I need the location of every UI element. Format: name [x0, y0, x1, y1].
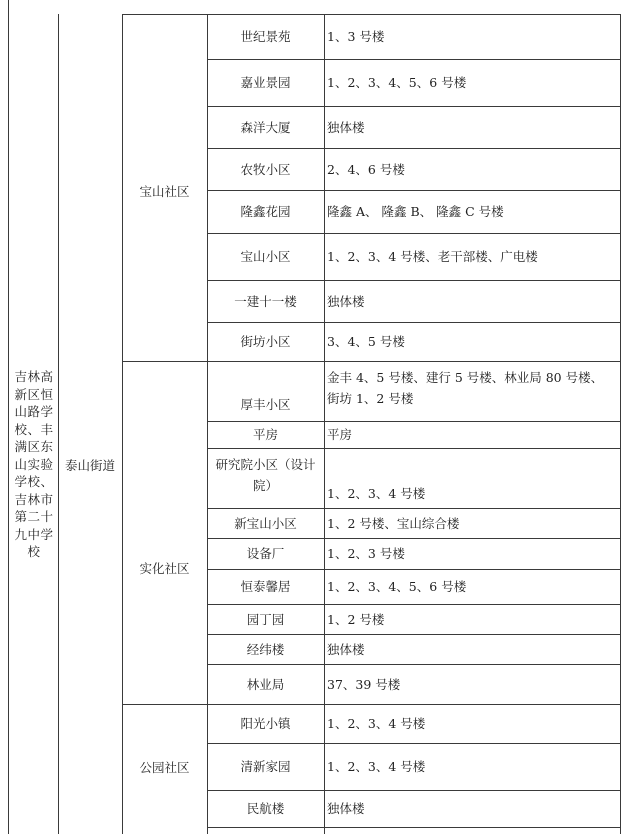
- estate-name: 嘉业景园: [240, 75, 291, 90]
- building-list-line: 金丰 4、5 号楼、建行 5 号楼、林业局 80 号楼、: [327, 370, 604, 385]
- school-name: 吉林高新区恒山路学校、丰满区东山实验学校、吉林市第二十九中学校: [14, 369, 54, 559]
- building-list: 独体楼: [327, 119, 365, 135]
- estate-name: 世纪景苑: [240, 29, 291, 44]
- building-list: 3、4、5 号楼: [327, 334, 405, 349]
- building-list: 平房: [327, 427, 353, 442]
- estate-name: 一建十一楼: [234, 293, 297, 309]
- building-list: 独体楼: [327, 293, 365, 309]
- grid-line: [207, 827, 621, 828]
- estate-name: 民航楼: [246, 801, 285, 816]
- building-list: 2、4、6 号楼: [327, 161, 405, 177]
- estate-name: [207, 448, 324, 508]
- community-name: 公园社区: [139, 759, 190, 775]
- estate-name: 清新家园: [240, 759, 291, 774]
- building-list: 1、2、3、4 号楼、老干部楼、广电楼: [327, 249, 538, 264]
- community-name: 实化社区: [139, 560, 190, 576]
- estate-name: 新宝山小区: [234, 515, 297, 531]
- building-list: 1、3 号楼: [327, 29, 385, 44]
- estate-name: 恒泰馨居: [240, 579, 291, 594]
- estate-name: 林业局: [246, 676, 285, 692]
- building-list: 1、2、3、4 号楼: [327, 485, 426, 501]
- estate-name-line: 研究院小区（设计: [215, 457, 316, 472]
- building-list: 1、2、3、4 号楼: [327, 716, 426, 731]
- estate-name: 宝山小区: [240, 249, 291, 264]
- grid-line: [8, 0, 9, 834]
- building-list: 独体楼: [327, 801, 365, 816]
- building-list: 37、39 号楼: [327, 676, 401, 692]
- grid-line: [620, 14, 621, 834]
- building-list-line: 街坊 1、2 号楼: [327, 391, 414, 406]
- estate-name-line: 院）: [252, 478, 278, 493]
- estate-name: 园丁园: [246, 611, 285, 627]
- building-list: 独体楼: [327, 641, 365, 657]
- estate-name: 街坊小区: [240, 334, 291, 349]
- estate-name: 森洋大厦: [240, 119, 291, 135]
- building-list: [324, 361, 620, 421]
- estate-name: 隆鑫花园: [240, 204, 291, 219]
- building-list: 1、2、3、4 号楼: [327, 759, 426, 774]
- estate-name: 阳光小镇: [240, 716, 291, 731]
- estate-name: 平房: [252, 427, 278, 442]
- estate-name: 厚丰小区: [240, 396, 291, 412]
- building-list: 1、2、3、4、5、6 号楼: [327, 579, 467, 594]
- grid-line: [58, 14, 59, 834]
- building-list: 1、2、3、4、5、6 号楼: [327, 75, 467, 90]
- estate-name: 设备厂: [246, 546, 285, 561]
- community-name: 宝山社区: [139, 183, 190, 199]
- estate-name: 经纬楼: [246, 641, 285, 657]
- street-name: 泰山街道: [64, 457, 115, 473]
- building-list: 1、2、3 号楼: [327, 546, 405, 561]
- building-list: 隆鑫 A、 隆鑫 B、 隆鑫 C 号楼: [327, 204, 504, 219]
- grid-line: [122, 14, 123, 834]
- estate-name: 农牧小区: [240, 161, 291, 177]
- building-list: 1、2 号楼: [327, 611, 385, 627]
- building-list: 1、2 号楼、宝山综合楼: [327, 515, 460, 531]
